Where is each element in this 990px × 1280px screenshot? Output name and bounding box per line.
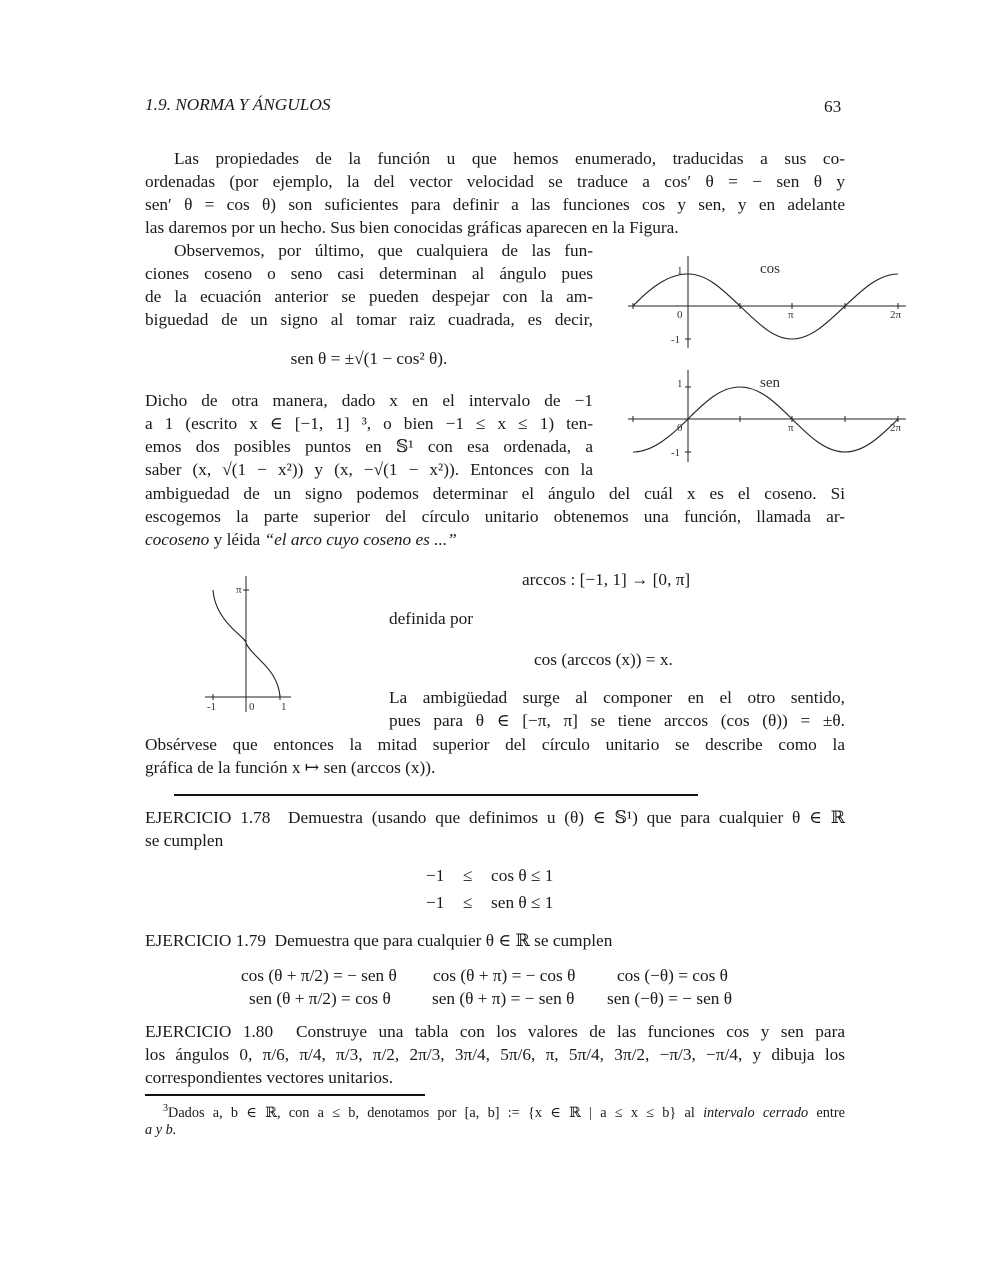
tick-label: -1 xyxy=(671,334,681,346)
exercise-label: EJERCICIO 1.79 xyxy=(145,931,266,950)
running-header-section: 1.9. NORMA Y ÁNGULOS xyxy=(145,95,331,114)
exercise-text: los ángulos 0, π/6, π/4, π/3, π/2, 2π/3, 3π/4, 5π/6, π, 5π/4, 3π/2, −π/3, −π/4, y dibuja los xyxy=(145,1045,845,1064)
tick-label: -1 xyxy=(207,701,217,713)
exercise-line xyxy=(145,806,845,829)
footnote-line xyxy=(163,1099,845,1123)
equation-arccos-map: arccos : [−1, 1] → [0, π] xyxy=(522,570,691,589)
tick-label: π xyxy=(236,584,242,596)
eq-lhs: −1 xyxy=(426,866,445,885)
arccos-axes xyxy=(205,576,291,712)
eq-rel: ≤ xyxy=(462,893,473,912)
exercise-text: correspondientes vectores unitarios. xyxy=(145,1068,394,1087)
text-line: emos dos posibles puntos en 𝕊¹ con esa ordenada, a xyxy=(145,437,593,456)
tick-label: 0 xyxy=(677,309,683,321)
text-line xyxy=(145,528,457,551)
text-line: ordenadas (por ejemplo, la del vector velocidad se traduce a cos′ θ = − sen θ y xyxy=(145,172,845,191)
text-defined-by: definida por xyxy=(389,609,473,628)
text-line: Dicho de otra manera, dado x en el intervalo de −1 xyxy=(145,391,593,410)
text-line: Las propiedades de la función u que hemos enumerado, traducidas a sus co- xyxy=(174,149,845,168)
term-arccoseno: cocoseno xyxy=(145,530,210,549)
section-divider xyxy=(174,794,698,796)
text-line: Observemos, por último, que cualquiera de las fun- xyxy=(174,241,593,260)
eq-rhs: sen θ ≤ 1 xyxy=(491,893,554,912)
exercise-text: Construye una tabla con los valores de las funciones cos y sen para xyxy=(295,1022,846,1041)
tick-label: 0 xyxy=(249,701,255,713)
footnote-line: a y b. xyxy=(145,1122,177,1138)
eq-rhs: cos θ ≤ 1 xyxy=(491,866,554,885)
equation-row xyxy=(426,891,553,914)
equation-sen-sqrt: sen θ = ±√(1 − cos² θ). xyxy=(290,349,448,368)
exercise-line xyxy=(145,1020,845,1043)
text-line: sen′ θ = cos θ) son suficientes para definir a las funciones cos y sen, y en adelante xyxy=(145,195,845,214)
footnote-text: Dados a, b ∈ ℝ, con a ≤ b, denotamos por [a, b] := {x ∈ ℝ | a ≤ x ≤ b} al xyxy=(168,1104,704,1121)
identity-sen-pi: sen (θ + π) = − sen θ xyxy=(432,989,575,1008)
tick-label: 1 xyxy=(281,701,287,713)
tick-label: π xyxy=(788,422,794,434)
tick-label: 1 xyxy=(677,265,683,277)
equation-row xyxy=(426,864,553,887)
text-line: pues para θ ∈ [−π, π] se tiene arccos (cos (θ)) = ±θ. xyxy=(389,711,845,730)
footnote-mark: 3 xyxy=(163,1103,168,1114)
text-line: escogemos la parte superior del círculo unitario obtenemos una función, llamada ar- xyxy=(145,507,845,526)
exercise-label: EJERCICIO 1.78 xyxy=(145,808,271,827)
sen-plot xyxy=(620,365,920,470)
identity-cos-pi2: cos (θ + π/2) = − sen θ xyxy=(241,966,397,985)
eq-lhs: −1 xyxy=(426,893,445,912)
identity-cos-neg: cos (−θ) = cos θ xyxy=(617,966,728,985)
text-line: gráfica de la función x ↦ sen (arccos (x)). xyxy=(145,758,436,777)
exercise-line xyxy=(145,929,612,952)
exercise-text: Demuestra (usando que definimos u (θ) ∈ 𝕊¹) que para cualquier θ ∈ ℝ xyxy=(288,808,846,827)
cos-label: cos xyxy=(760,261,780,277)
footnote-term: intervalo cerrado xyxy=(703,1104,809,1121)
equation-cos-arccos: cos (arccos (x)) = x. xyxy=(534,650,673,669)
footnote-rule xyxy=(145,1094,425,1096)
tick-label: 1 xyxy=(677,378,683,390)
text-line: Obsérvese que entonces la mitad superior del círculo unitario se describe como la xyxy=(145,735,845,754)
page-number: 63 xyxy=(824,97,842,116)
text-line: las daremos por un hecho. Sus bien conocidas gráficas aparecen en la Figura. xyxy=(145,218,679,237)
identity-cos-pi: cos (θ + π) = − cos θ xyxy=(433,966,576,985)
text-line: La ambigüedad surge al componer en el otro sentido, xyxy=(389,688,845,707)
exercise-text: Demuestra que para cualquier θ ∈ ℝ se cumplen xyxy=(274,931,613,950)
sen-label: sen xyxy=(760,375,780,391)
text-line: ciones coseno o seno casi determinan al ángulo pues xyxy=(145,264,593,283)
eq-rel: ≤ xyxy=(462,866,473,885)
tick-label: -1 xyxy=(671,447,681,459)
text-fragment: y léida xyxy=(209,530,265,549)
tick-label: 2π xyxy=(890,422,902,434)
text-line: de la ecuación anterior se pueden despejar con la am- xyxy=(145,287,593,306)
footnote-text: entre xyxy=(808,1104,845,1121)
exercise-text: se cumplen xyxy=(145,831,224,850)
tick-label: π xyxy=(788,309,794,321)
identity-sen-neg: sen (−θ) = − sen θ xyxy=(607,989,732,1008)
identity-sen-pi2: sen (θ + π/2) = cos θ xyxy=(249,989,391,1008)
arccos-plot xyxy=(195,570,305,720)
cos-plot xyxy=(620,250,920,355)
tick-label: 2π xyxy=(890,309,902,321)
exercise-label: EJERCICIO 1.80 xyxy=(145,1022,274,1041)
text-line: biguedad de un signo al tomar raiz cuadrada, es decir, xyxy=(145,310,593,329)
tick-label: 0 xyxy=(677,422,683,434)
text-line: saber (x, √(1 − x²)) y (x, −√(1 − x²)). Entonces con la xyxy=(145,460,593,479)
text-line: a 1 (escrito x ∈ [−1, 1] ³, o bien −1 ≤ x ≤ 1) ten- xyxy=(145,414,593,433)
text-line: ambiguedad de un signo podemos determinar el ángulo del cuál x es el coseno. Si xyxy=(145,484,845,503)
quote-arccos: “el arco cuyo coseno es ...” xyxy=(264,530,457,549)
